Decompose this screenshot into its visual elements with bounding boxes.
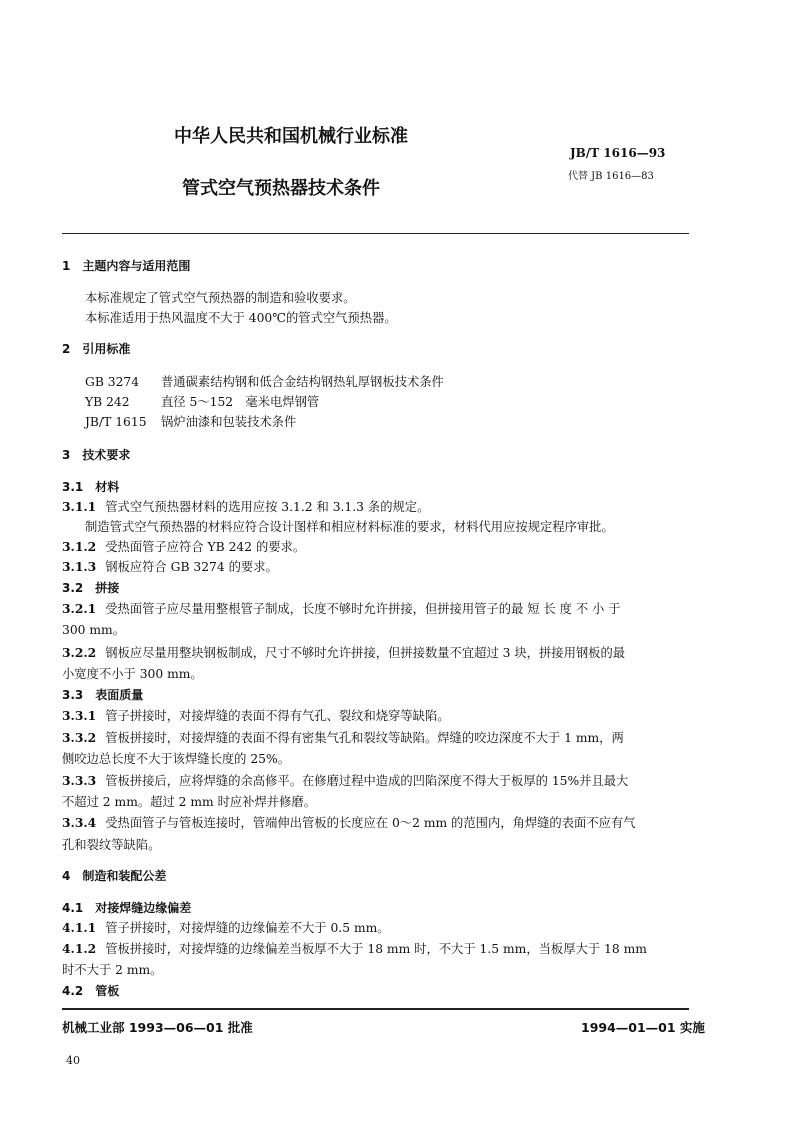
clause-number: 3.3.3 (62, 773, 97, 788)
reference-row (85, 414, 296, 430)
section-3-heading: 3 技术要求 (62, 448, 131, 462)
clause-number: 3.1.2 (62, 539, 97, 554)
clause-text: 受热面管子应尽量用整根管子制成，长度不够时允许拼接，但拼接用管子的最 短 长 度 不 小 于 (105, 602, 621, 616)
subsection-4-2-heading: 4.2 管板 (62, 984, 120, 998)
clause-number: 3.3.2 (62, 730, 97, 745)
clause-text: 管板拼接时，对接焊缝的边缘偏差当板厚不大于 18 mm 时，不大于 1.5 mm，当板厚大于 18 mm (105, 942, 647, 956)
reference-code: YB 242 (85, 395, 130, 409)
clause-text: 受热面管子应符合 YB 242 的要求。 (105, 540, 306, 554)
subsection-3-2-heading: 3.2 拼接 (62, 581, 120, 595)
section-4-heading: 4 制造和装配公差 (62, 869, 167, 883)
reference-code: GB 3274 (85, 375, 140, 389)
section-2-heading: 2 引用标准 (62, 342, 131, 356)
standard-category-title: 中华人民共和国机械行业标准 (174, 126, 408, 147)
subsection-3-3-heading: 3.3 表面质量 (62, 688, 144, 702)
clause-3-2-1 (62, 601, 621, 617)
section-1-para-2: 本标准适用于热风温度不大于 400℃的管式空气预热器。 (85, 311, 397, 325)
page-number: 40 (66, 1054, 80, 1067)
clause-3-1-3 (62, 559, 278, 575)
clause-3-3-3-continued: 不超过 2 mm。超过 2 mm 时应补焊并修磨。 (62, 795, 316, 809)
clause-3-3-4 (62, 815, 636, 831)
clause-number: 3.1.3 (62, 559, 97, 574)
clause-number: 3.2.1 (62, 601, 97, 616)
clause-number: 4.1.1 (62, 920, 97, 935)
clause-text: 管子拼接时，对接焊缝的表面不得有气孔、裂纹和烧穿等缺陷。 (105, 709, 450, 723)
clause-3-3-1 (62, 708, 450, 724)
clause-3-3-4-continued: 孔和裂纹等缺陷。 (62, 838, 161, 852)
clause-text: 管板拼接时，对接焊缝的表面不得有密集气孔和裂纹等缺陷。焊缝的咬边深度不大于 1 mm，两 (105, 731, 624, 745)
reference-row (85, 394, 319, 410)
document-title: 管式空气预热器技术条件 (182, 178, 380, 199)
clause-3-2-2 (62, 645, 625, 661)
standard-code: JB/T 1616—93 (570, 146, 666, 160)
subsection-3-1-heading: 3.1 材料 (62, 480, 120, 494)
clause-number: 3.2.2 (62, 645, 97, 660)
clause-number: 4.1.2 (62, 941, 97, 956)
replaces-standard: 代替 JB 1616—83 (568, 171, 654, 182)
clause-4-1-2-continued: 时不大于 2 mm。 (62, 963, 163, 977)
reference-row (85, 374, 444, 390)
clause-3-1-2 (62, 539, 305, 555)
reference-code: JB/T 1615 (85, 415, 147, 429)
subsection-4-1-heading: 4.1 对接焊缝边缘偏差 (62, 901, 192, 915)
clause-text: 钢板应尽量用整块钢板制成，尺寸不够时允许拼接，但拼接数量不宜超过 3 块，拼接用钢板的最 (105, 646, 626, 660)
clause-3-2-1-continued: 300 mm。 (62, 623, 125, 637)
reference-title: 锅炉油漆和包装技术条件 (161, 415, 297, 429)
clause-4-1-2 (62, 941, 647, 957)
clause-3-2-2-continued: 小宽度不小于 300 mm。 (62, 667, 203, 681)
effective-date: 1994—01—01 实施 (581, 1020, 705, 1035)
clause-number: 3.3.4 (62, 815, 97, 830)
clause-3-1-1 (62, 499, 429, 515)
clause-text: 管板拼接后，应将焊缝的余高修平。在修磨过程中造成的凹陷深度不得大于板厚的 15%并且最大 (105, 774, 629, 788)
clause-number: 3.1.1 (62, 499, 97, 514)
section-1-para-1: 本标准规定了管式空气预热器的制造和验收要求。 (85, 291, 356, 305)
footer-divider (62, 1008, 689, 1010)
clause-3-3-2-continued: 侧咬边总长度不大于该焊缝长度的 25%。 (62, 752, 290, 766)
clause-text: 受热面管子与管板连接时，管端伸出管板的长度应在 0～2 mm 的范围内，角焊缝的表面不应有气 (105, 816, 636, 830)
reference-title: 直径 5～152 毫米电焊钢管 (161, 395, 320, 409)
clause-4-1-1 (62, 920, 390, 936)
clause-3-3-3 (62, 773, 628, 789)
clause-text: 管式空气预热器材料的选用应按 3.1.2 和 3.1.3 条的规定。 (105, 500, 430, 514)
clause-3-1-1-continued: 制造管式空气预热器的材料应符合设计图样和相应材料标准的要求，材料代用应按规定程序审批。 (85, 520, 614, 534)
clause-text: 管子拼接时，对接焊缝的边缘偏差不大于 0.5 mm。 (105, 921, 390, 935)
clause-text: 钢板应符合 GB 3274 的要求。 (105, 560, 278, 574)
approval-date: 机械工业部 1993—06—01 批准 (62, 1020, 253, 1035)
header-divider (62, 233, 689, 234)
clause-3-3-2 (62, 730, 624, 746)
reference-title: 普通碳素结构钢和低合金结构钢热轧厚钢板技术条件 (161, 375, 444, 389)
section-1-heading: 1 主题内容与适用范围 (62, 259, 191, 273)
clause-number: 3.3.1 (62, 708, 97, 723)
